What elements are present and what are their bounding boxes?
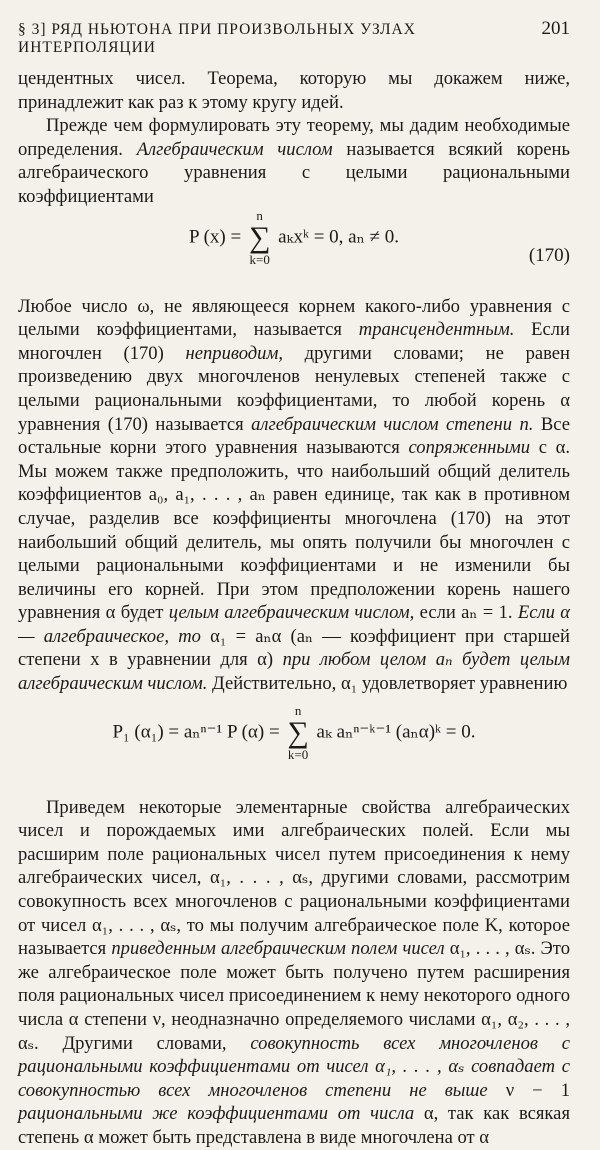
sum-symbol: n ∑ k=0 [248, 207, 271, 267]
paragraph-1: цендентных чисел. Теорема, которую мы докажем ниже, принадлежит как раз к этому кругу идей. [18, 68, 570, 113]
paragraph-4: Приведем некоторые элементарные свойства алгебраических чисел и порождаемых ими алгебраических полей. Если мы расширим поле рациональных чисел путем присоединения к нему алгебраических чисел, α₁, . . . , αₛ, другими словами, рассмотрим совокупность всех многочленов с рациональными коэффициентами от чисел α₁, . . . , αₛ, то мы получим алгебраическое поле K, которое называется приведенным алгебраическим полем чисел α₁, . . . , αₛ. Это же алгебраическое поле может быть получено путем расширения поля рациональных чисел присоединением к нему некоторого одного числа α степени ν, неодназначно определяемого числами α₁, α₂, . . . , αₛ. Другими словами, совокупность всех многочленов с рациональными коэффициентами от чисел α₁, . . . , αₛ совпадает с совокупностью всех многочленов степени не выше ν − 1 рациональными же коэффициентами от числа α, так как всякая степень α может быть представлена в виде многочлена от α [18, 796, 570, 1148]
section-title: § 3] РЯД НЬЮТОНА ПРИ ПРОИЗВОЛЬНЫХ УЗЛАХ ИНТЕРПОЛЯЦИИ [18, 21, 416, 56]
sum-symbol: n ∑ k=0 [287, 702, 309, 762]
page-number: 201 [541, 18, 570, 39]
paragraph-2: Прежде чем формулировать эту теорему, мы дадим необходимые определения. Алгебраическим числом называется всякий корень алгебраического уравнения с целыми рациональными коэффициентами [18, 115, 570, 207]
formula-170: P (x) = n ∑ k=0 aₖxᵏ = 0, aₙ ≠ 0. (170) [188, 207, 570, 267]
formula-p1: P₁ (α₁) = aₙⁿ⁻¹ P (α) = n ∑ k=0 aₖ aₙⁿ⁻ᵏ⁻¹ (aₙα)ᵏ = 0. [112, 702, 476, 762]
running-header [18, 18, 570, 57]
paragraph-3: Любое число ω, не являющееся корнем какого-либо уравнения с целыми коэффициентами, называется трансцендентным. Если многочлен (170) неприводим, другими словами; не равен произведению двух многочленов ненулевых степеней также с целыми рациональными коэффициентами, то любой корень α уравнения (170) называется алгебраическим числом степени n. Все остальные корни этого уравнения называются сопряженными с α. Мы можем также предположить, что наибольший общий делитель коэффициентов a₀, a₁, . . . , aₙ равен единице, так как в противном случае, разделив все коэффициенты многочлена (170) на этот наибольший общий делитель, мы опять получили бы многочлен с целыми рациональными коэффициентами и не изменили бы величины его корней. При этом предположении корень нашего уравнения α будет целым алгебраическим числом, если aₙ = 1. Если α — алгебраическое, то α₁ = aₙα (aₙ — коэффициент при старшей степени x в уравнении для α) при любом целом aₙ будет целым алгебраическим числом. Действительно, α₁ удовлетворяет уравнению [18, 295, 571, 695]
equation-number: (170) [528, 244, 570, 266]
